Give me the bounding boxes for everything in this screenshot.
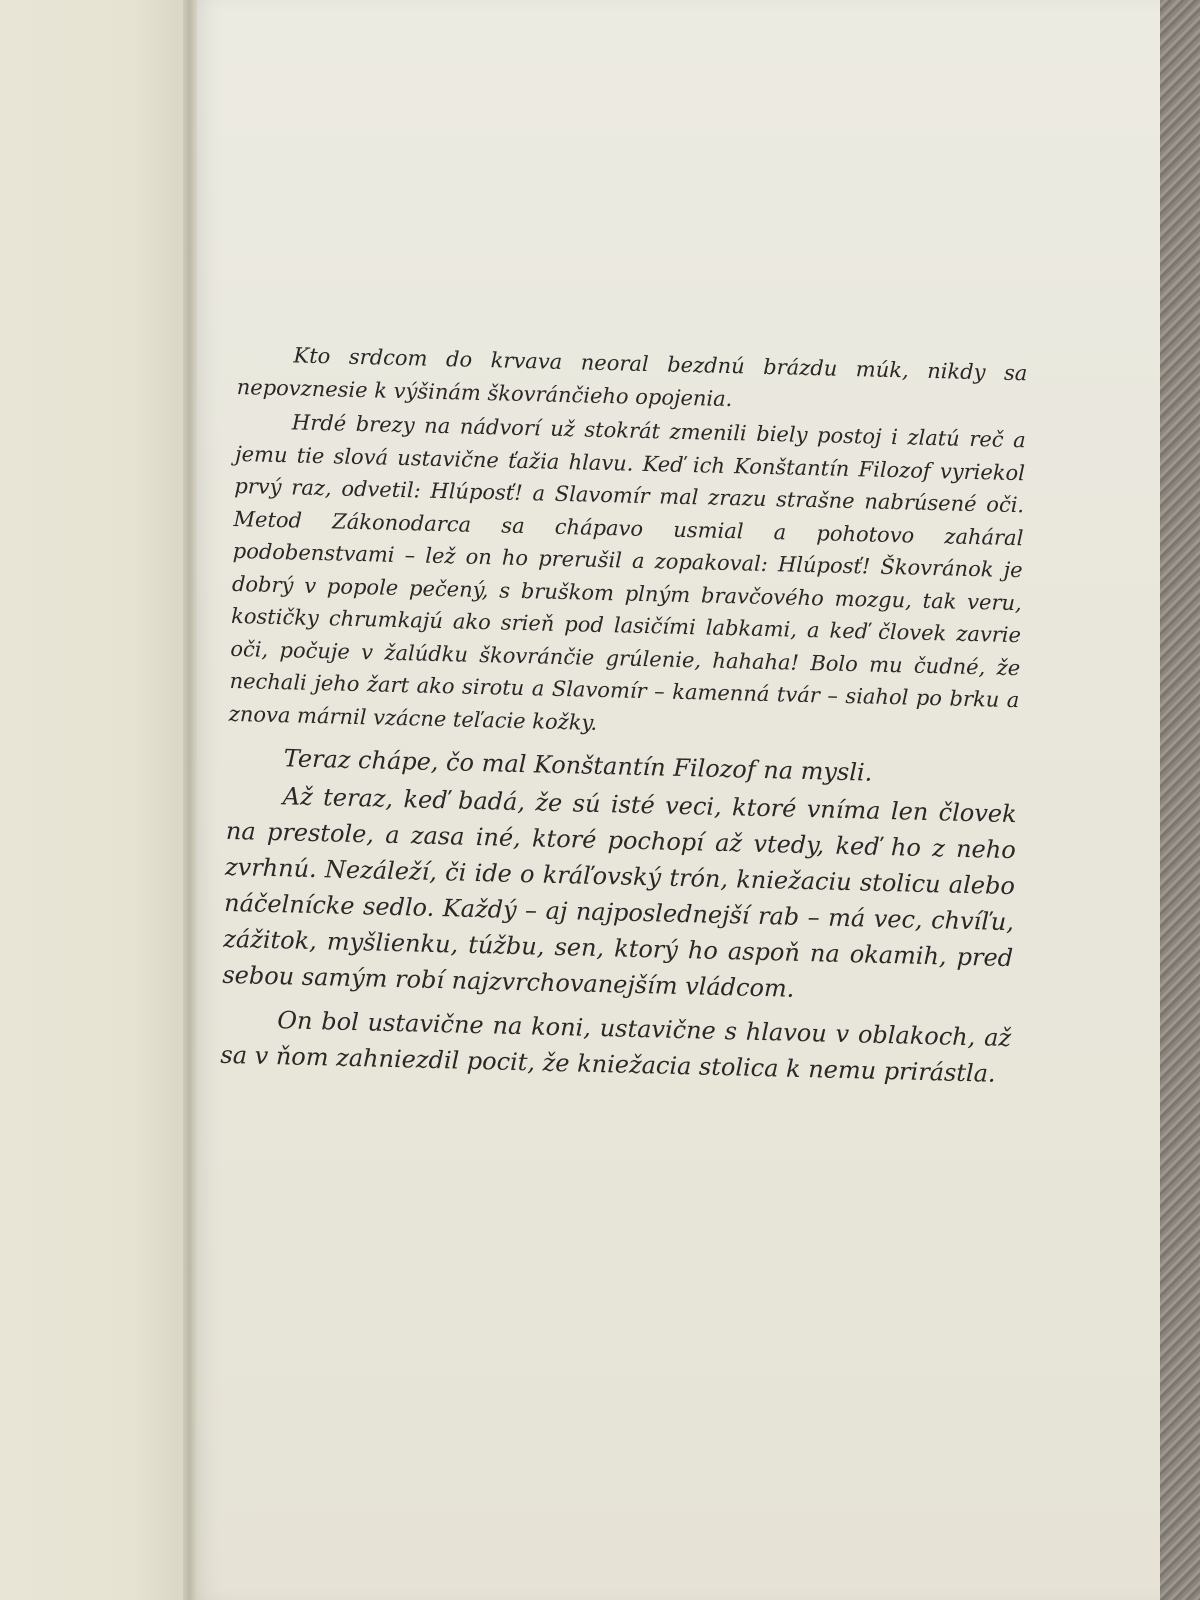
carpet-edge (1160, 0, 1200, 1600)
left-page (0, 0, 190, 1600)
paragraph-5: On bol ustavične na koni, ustavične s hlavou v oblakoch, až sa v ňom zahniezdil pocit, že kniežacia stolica k nemu prirástla. (220, 1005, 1012, 1088)
book-gutter (183, 0, 197, 1600)
paragraph-3: Teraz chápe, čo mal Konštantín Filozof na mysli. (283, 743, 873, 787)
paragraph-2: Hrdé brezy na nádvorí už stokrát zmenili biely postoj i zlatú reč a jemu tie slová ustavične ťažia hlavu. Keď ich Konštantín Filozof vyriekol prvý raz, odvetil: Hlúposť! a Slavomír mal zrazu strašne nabrúsené oči. Metod Zákonodarca sa chápavo usmial a pohotovo zaháral podobenstvami – lež on ho prerušil a zopakoval: Hlúposť! Škovránok je dobrý v popole pečený, s bruškom plným bravčového mozgu, tak veru, kostičky chrumkajú ako srieň pod lasičími labkami, a keď človek zavrie oči, počuje v žalúdku škovránčie grúlenie, hahaha! Bolo mu čudné, že nechali jeho žart ako sirotu a Slavomír – kamenná tvár – siahol po brku a znova márnil vzácne teľacie kožky. (228, 410, 1027, 735)
paragraph-4: Až teraz, keď badá, že sú isté veci, ktoré vníma len človek na prestole, a zasa iné, ktoré pochopí až vtedy, keď ho z neho zvrhnú. Nezáleží, či ide o kráľovský trón, kniežaciu stolicu alebo náčelnícke sedlo. Každý – aj najposlednejší rab – má vec, chvíľu, zážitok, myšlienku, túžbu, sen, ktorý ho aspoň na okamih, pred sebou samým robí najzvrchovanejším vládcom. (222, 781, 1017, 1003)
page-text (220, 338, 1028, 1092)
paragraph-1: Kto srdcom do krvava neoral bezdnú brázdu múk, nikdy sa nepovznesie k výšinám škovránčieho opojenia. (236, 343, 1028, 411)
